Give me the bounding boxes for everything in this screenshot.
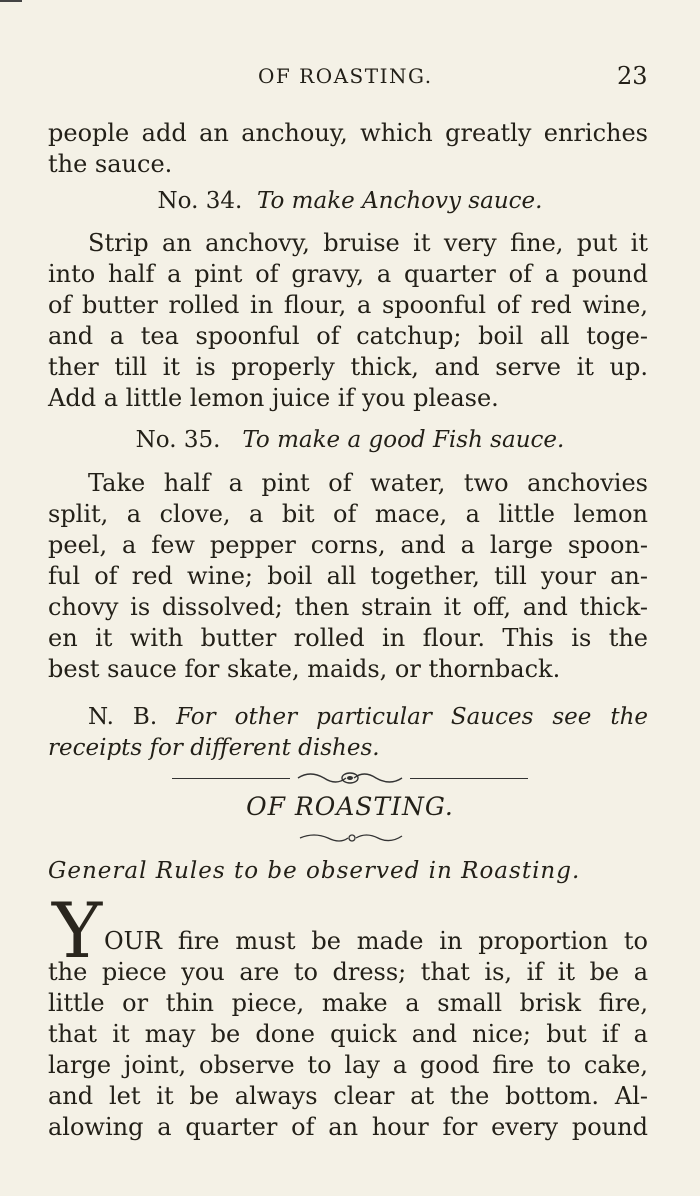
recipe-35-heading [0, 427, 700, 453]
text-line: and let it be always clear at the bottom. Al- [48, 1082, 648, 1110]
text-line: split, a clove, a bit of mace, a little lemon [48, 500, 648, 528]
recipe-number: No. 35. [135, 427, 221, 453]
text-line: and a tea spoonful of catchup; boil all toge- [48, 322, 648, 350]
text-line: of butter rolled in flour, a spoonful of red wine, [48, 291, 648, 319]
text-line: Take half a pint of water, two anchovies [88, 469, 648, 497]
small-ornament [290, 830, 410, 850]
text-line: people add an anchouy, which greatly enriches [48, 119, 648, 147]
text-line: the sauce. [48, 150, 173, 178]
running-head: OF ROASTING. [258, 64, 433, 88]
text-line: peel, a few pepper corns, and a large spoon- [48, 531, 648, 559]
page-header [0, 64, 700, 100]
flourish-icon [290, 830, 410, 846]
recipe-title: To make Anchovy sauce. [256, 188, 543, 214]
text-line: little or thin piece, make a small brisk fire, [48, 989, 648, 1017]
text-line: ther till it is properly thick, and serve it up. [48, 353, 648, 381]
page-corner-mark [0, 0, 22, 8]
text-line: best sauce for skate, maids, or thornback. [48, 655, 561, 683]
page-number: 23 [617, 62, 648, 90]
continuation-paragraph [48, 118, 648, 180]
text-line: that it may be done quick and nice; but if a [48, 1020, 648, 1048]
text-line: OUR fire must be made in proportion to [104, 927, 648, 955]
text-line: Add a little lemon juice if you please. [48, 384, 499, 412]
text-line: en it with butter rolled in flour. This is the [48, 624, 648, 652]
recipe-title: To make a good Fish sauce. [242, 427, 565, 453]
scroll-ornament-icon [290, 768, 410, 788]
nb-text: receipts for different dishes. [48, 735, 380, 761]
nb-note [48, 702, 648, 764]
text-line: ful of red wine; boil all together, till your an- [48, 562, 648, 590]
recipe-35-body [48, 468, 648, 685]
text-line: into half a pint of gravy, a quarter of a pound [48, 260, 648, 288]
divider-ornament [290, 768, 410, 792]
recipe-34-heading [0, 188, 700, 214]
nb-text: For other particular Sauces see the [176, 704, 648, 730]
text-line: large joint, observe to lay a good fire to cake, [48, 1051, 648, 1079]
roasting-body [48, 926, 648, 1143]
section-title: OF ROASTING. [246, 792, 454, 821]
nb-line [48, 702, 648, 733]
recipe-number: No. 34. [157, 188, 243, 214]
recipe-34-body [48, 228, 648, 414]
text-line: the piece you are to dress; that is, if it be a [48, 958, 648, 986]
text-line: chovy is dissolved; then strain it off, and thick- [48, 593, 648, 621]
text-line: Strip an anchovy, bruise it very fine, put it [88, 229, 648, 257]
text-line: alowing a quarter of an hour for every pound [48, 1113, 648, 1141]
drop-cap: Y [52, 886, 103, 975]
nb-label: N. B. [88, 704, 158, 730]
section-subtitle: General Rules to be observed in Roasting. [48, 858, 581, 884]
